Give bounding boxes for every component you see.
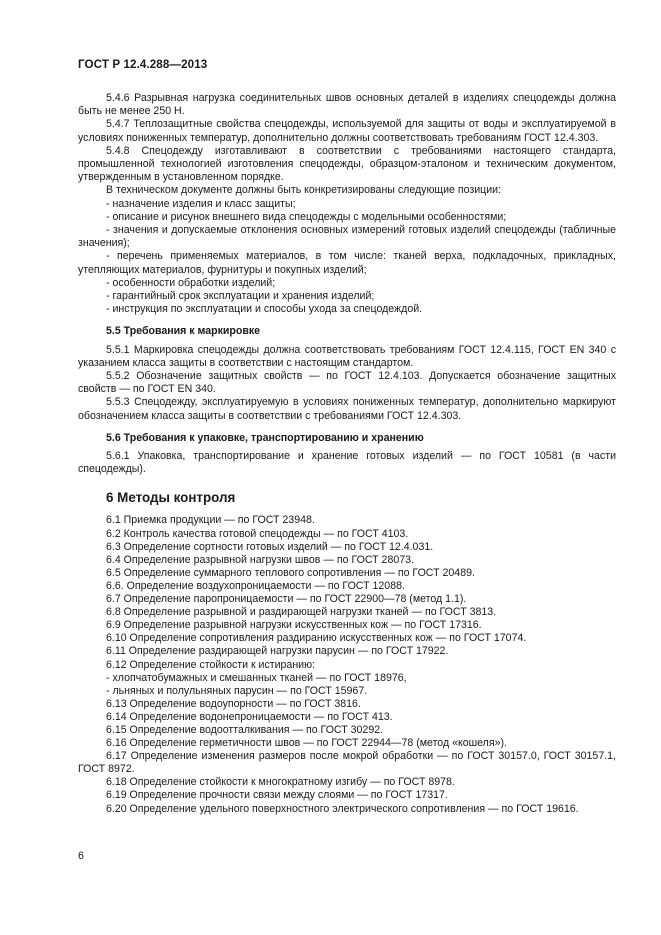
document-header: ГОСТ Р 12.4.288—2013 xyxy=(78,58,208,71)
list-item: - описание и рисунок внешнего вида спецодежды с модельными особенностями; xyxy=(106,210,507,223)
paragraph-5-5-1: 5.5.1 Маркировка спецодежды должна соответствовать требованиям ГОСТ 12.4.115, ГОСТ EN 340 с указанием класса защиты в соответствии с настоящим стандартом. xyxy=(78,343,616,369)
section-heading-6: 6 Методы контроля xyxy=(106,490,236,506)
method-item: 6.5 Определение суммарного теплового сопротивления — по ГОСТ 20489. xyxy=(106,566,475,579)
paragraph-5-4-6: 5.4.6 Разрывная нагрузка соединительных швов основных деталей в изделиях спецодежды должна быть не менее 250 Н. xyxy=(78,92,616,118)
method-item: 6.9 Определение разрывной нагрузки искусственных кож — по ГОСТ 17316. xyxy=(106,619,482,632)
section-heading-5-5: 5.5 Требования к маркировке xyxy=(106,325,261,338)
method-item: 6.8 Определение разрывной и раздирающей нагрузки тканей — по ГОСТ 3813. xyxy=(106,606,497,619)
paragraph-5-6-1: 5.6.1 Упаковка, транспортирование и хранение готовых изделий — по ГОСТ 10581 (в части спецодежды). xyxy=(78,450,616,476)
paragraph-5-5-3: 5.5.3 Спецодежду, эксплуатируемую в условиях пониженных температур, дополнительно маркируют обозначением класса защиты в соответствии с требованиями ГОСТ 12.4.303. xyxy=(78,396,616,422)
method-item: 6.12 Определение стойкости к истиранию: xyxy=(106,658,315,671)
list-item: - назначение изделия и класс защиты; xyxy=(106,197,296,210)
page-number: 6 xyxy=(78,850,84,862)
method-item: 6.16 Определение герметичности швов — по ГОСТ 22944—78 (метод «кошеля»). xyxy=(106,737,507,750)
list-item: - гарантийный срок эксплуатации и хранения изделий; xyxy=(106,290,375,303)
section-heading-5-6: 5.6 Требования к упаковке, транспортированию и хранению xyxy=(106,431,424,444)
method-item: 6.17 Определение изменения размеров после мокрой обработки — по ГОСТ 30157.0, ГОСТ 30157.1, ГОСТ 8972. xyxy=(78,750,616,776)
method-item: 6.3 Определение сортности готовых изделий — по ГОСТ 12.4.031. xyxy=(106,540,434,553)
method-item: 6.4 Определение разрывной нагрузки швов — по ГОСТ 28073. xyxy=(106,553,414,566)
method-item: 6.7 Определение паропроницаемости — по ГОСТ 22900—78 (метод 1.1). xyxy=(106,593,467,606)
list-item: - особенности обработки изделий; xyxy=(106,276,276,289)
method-item: 6.6. Определение воздухопроницаемости — по ГОСТ 12088. xyxy=(106,579,405,592)
list-item: - значения и допускаемые отклонения основных измерений готовых изделий спецодежды (табличные значения); xyxy=(78,224,616,250)
method-item: - льняных и полульняных парусин — по ГОСТ 15967. xyxy=(106,684,368,697)
tech-doc-intro: В техническом документе должны быть конкретизированы следующие позиции: xyxy=(106,184,502,197)
method-item: 6.1 Приемка продукции — по ГОСТ 23948. xyxy=(106,514,315,527)
paragraph-5-4-7: 5.4.7 Теплозащитные свойства спецодежды, используемой для защиты от воды и эксплуатируемой в условиях пониженных температур, дополнительно должны соответствовать требованиям ГОСТ 12.4.303. xyxy=(78,118,616,144)
list-item: - перечень применяемых материалов, в том числе: тканей верха, подкладочных, прикладных, утепляющих материалов, фурнитуры и покупных изделий; xyxy=(78,250,616,276)
paragraph-5-4-8: 5.4.8 Спецодежду изготавливают в соответствии с требованиями настоящего стандарта, промышленной технологией изготовления спецодежды, образцом-эталоном и техническим документом, утвержденным в установленном порядке. xyxy=(78,144,616,184)
method-item: 6.15 Определение водоотталкивания — по ГОСТ 30292. xyxy=(106,723,384,736)
methods-list xyxy=(78,514,616,815)
method-item: 6.2 Контроль качества готовой спецодежды — по ГОСТ 4103. xyxy=(106,527,409,540)
method-item: 6.10 Определение сопротивления раздиранию искусственных кож — по ГОСТ 17074. xyxy=(106,632,527,645)
method-item: - хлопчатобумажных и смешанных тканей — по ГОСТ 18976, xyxy=(106,671,407,684)
method-item: 6.13 Определение водоупорности — по ГОСТ 3816. xyxy=(106,697,361,710)
method-item: 6.20 Определение удельного поверхностного электрического сопротивления — по ГОСТ 19616. xyxy=(106,802,579,815)
paragraph-5-5-2: 5.5.2 Обозначение защитных свойств — по ГОСТ 12.4.103. Допускается обозначение защитных свойств — по ГОСТ EN 340. xyxy=(78,370,616,396)
method-item: 6.18 Определение стойкости к многократному изгибу — по ГОСТ 8978. xyxy=(106,776,455,789)
document-body xyxy=(78,92,616,816)
list-item: - инструкция по эксплуатации и способы ухода за спецодеждой. xyxy=(106,303,423,316)
method-item: 6.14 Определение водонепроницаемости — по ГОСТ 413. xyxy=(106,710,393,723)
method-item: 6.19 Определение прочности связи между слоями — по ГОСТ 17317. xyxy=(106,789,448,802)
method-item: 6.11 Определение раздирающей нагрузки парусин — по ГОСТ 17922. xyxy=(106,645,449,658)
